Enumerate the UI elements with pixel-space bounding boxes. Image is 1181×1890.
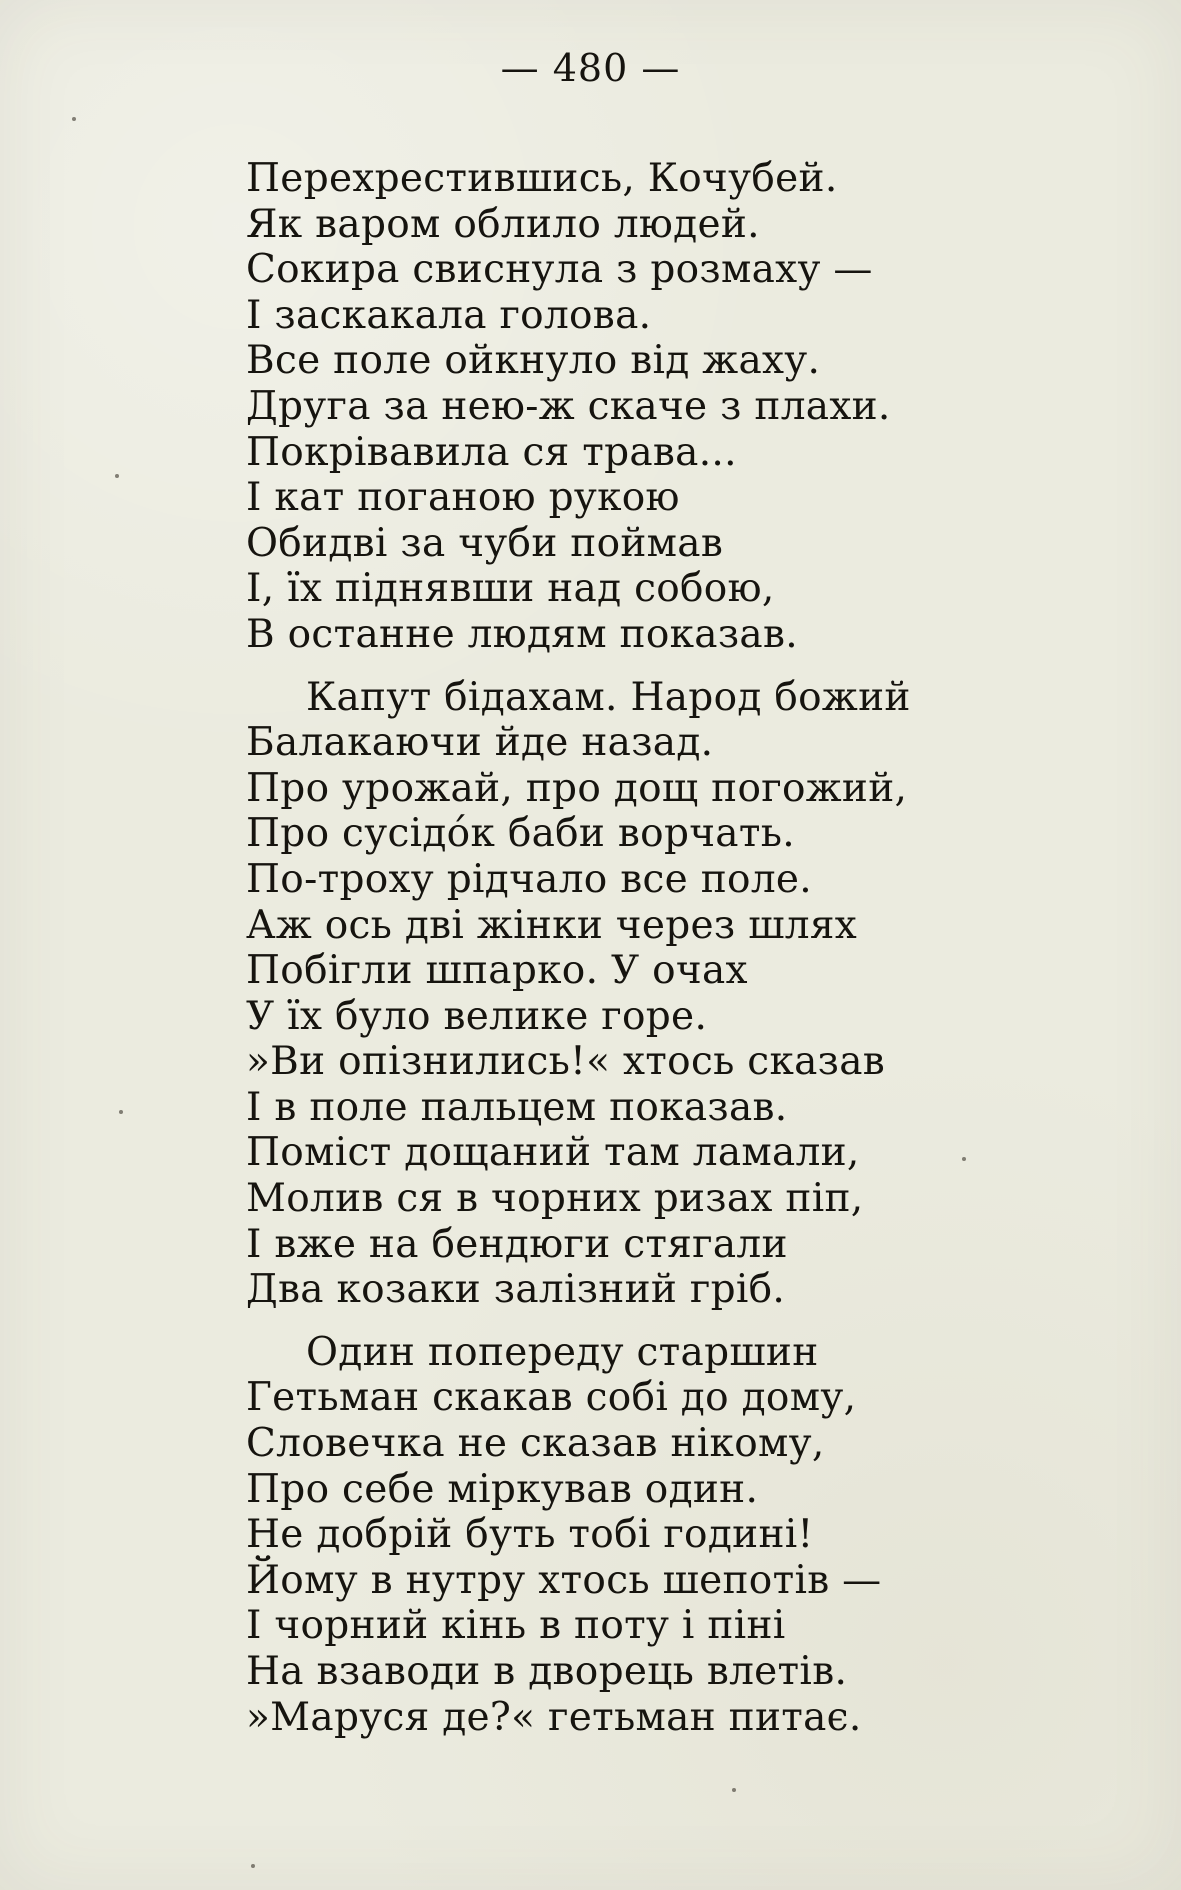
- poem-line: Як варом облило людей.: [246, 201, 760, 247]
- poem-line: Перехрестившись, Кочубей.: [246, 156, 838, 201]
- poem-line: В останне людям показав.: [246, 611, 798, 657]
- poem-line: Друга за нею-ж скаче з плахи.: [246, 383, 891, 429]
- stanza-2: [246, 675, 946, 1313]
- stanza-1: [246, 156, 946, 658]
- poem-line: І в поле пальцем показав.: [246, 1084, 788, 1130]
- poem-line: Балакаючи йде назад.: [246, 720, 714, 766]
- poem-text: [246, 156, 946, 1740]
- paper-speck: [72, 117, 76, 121]
- poem-line: По-троху рідчало все поле.: [246, 856, 812, 902]
- poem-line: Аж ось дві жінки через шлях: [246, 902, 858, 948]
- poem-line: Словечка не сказав нікому,: [246, 1421, 825, 1467]
- poem-line: Сокира свиснула з розмаху —: [246, 247, 873, 293]
- paper-speck: [119, 1110, 123, 1114]
- poem-line: »Ви опізнились!« хтось сказав: [246, 1039, 886, 1085]
- poem-line: І вже на бендюги стягали: [246, 1221, 788, 1267]
- poem-line: Про сусідо́к баби ворчать.: [246, 811, 795, 857]
- paper-speck: [251, 1864, 255, 1868]
- poem-line: І заскакала голова.: [246, 292, 652, 338]
- poem-line: Обидві за чуби поймав: [246, 520, 724, 566]
- poem-line: Капут бідахам. Народ божий: [306, 674, 911, 720]
- poem-line: »Маруся де?« гетьман питає.: [246, 1694, 862, 1740]
- poem-line: І чорний кінь в поту і піні: [246, 1603, 786, 1649]
- poem-line: І кат поганою рукою: [246, 475, 680, 521]
- poem-line: Про себе міркував один.: [246, 1466, 759, 1512]
- poem-line: Не добрій буть тобі годині!: [246, 1512, 814, 1558]
- poem-line: Поміст дощаний там ламали,: [246, 1130, 860, 1176]
- poem-line: Один попереду старшин: [306, 1329, 819, 1375]
- poem-line: Два козаки залізний гріб.: [246, 1267, 786, 1313]
- paper-speck: [732, 1788, 736, 1792]
- page-number: — 480 —: [500, 46, 681, 90]
- poem-line: Побігли шпарко. У очах: [246, 948, 748, 994]
- poem-line: Йому в нутру хтось шепотів —: [246, 1557, 882, 1603]
- paper-speck: [115, 474, 119, 478]
- poem-line: На взаводи в дворець влетів.: [246, 1649, 848, 1694]
- poem-line: Все поле ойкнуло від жаху.: [246, 338, 821, 384]
- paper-speck: [962, 1157, 966, 1161]
- poem-line: Гетьман скакав собі до дому,: [246, 1375, 857, 1421]
- poem-line: Покрівавила ся трава...: [246, 429, 737, 475]
- poem-line: Молив ся в чорних ризах піп,: [246, 1176, 864, 1222]
- poem-line: Про урожай, про дощ погожий,: [246, 765, 908, 811]
- poem-line: І, їх піднявши над собою,: [246, 566, 775, 612]
- poem-line: У їх було велике горе.: [246, 993, 708, 1039]
- stanza-3: [246, 1330, 946, 1740]
